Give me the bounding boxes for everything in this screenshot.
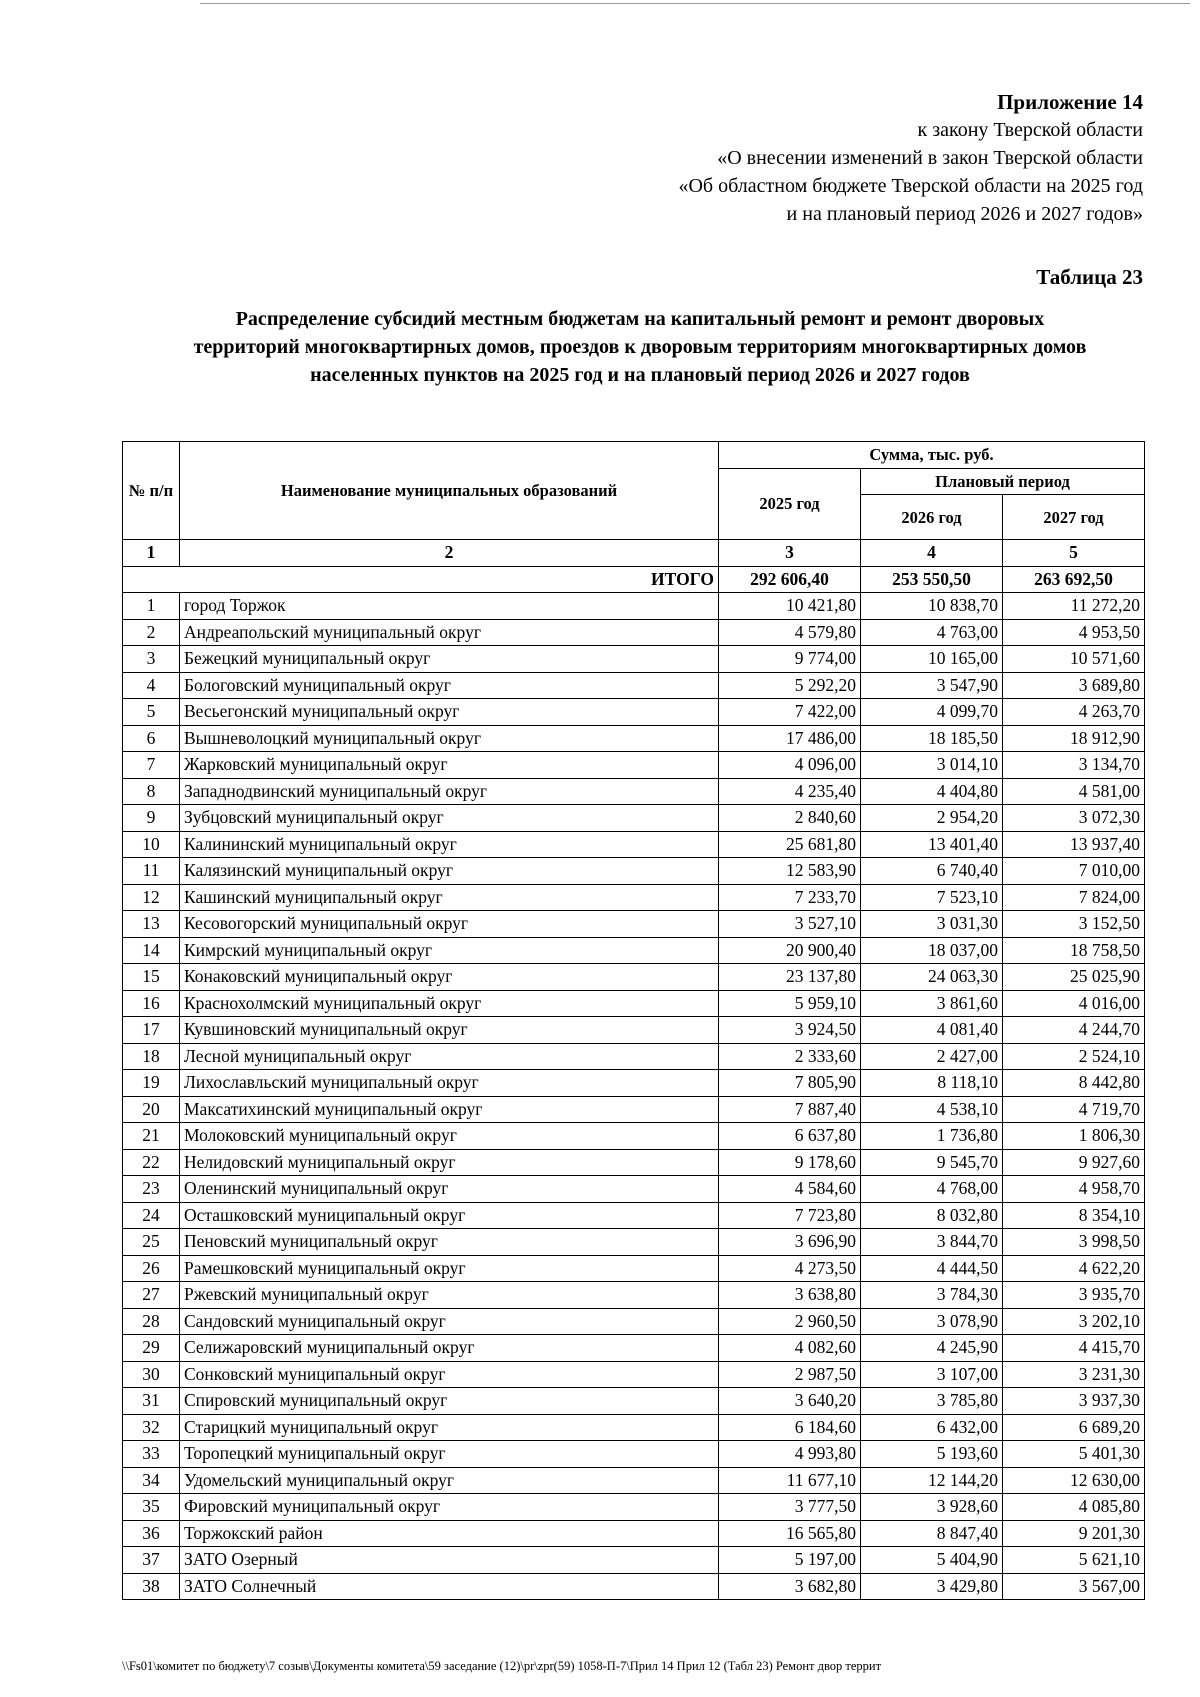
municipality-name: Старицкий муниципальный округ [180, 1414, 719, 1441]
amount-2026: 2 427,00 [861, 1043, 1003, 1070]
row-number: 25 [123, 1229, 180, 1256]
row-number: 3 [123, 646, 180, 673]
amount-2025: 10 421,80 [719, 593, 861, 620]
row-number: 30 [123, 1361, 180, 1388]
amount-2026: 4 099,70 [861, 699, 1003, 726]
amount-2026: 3 785,80 [861, 1388, 1003, 1415]
col-header-2025: 2025 год [719, 468, 861, 540]
row-number: 37 [123, 1547, 180, 1574]
municipality-name: Зубцовский муниципальный округ [180, 805, 719, 832]
amount-2026: 3 429,80 [861, 1573, 1003, 1600]
amount-2027: 3 072,30 [1003, 805, 1145, 832]
municipality-name: Рамешковский муниципальный округ [180, 1255, 719, 1282]
amount-2025: 9 774,00 [719, 646, 861, 673]
amount-2026: 3 784,30 [861, 1282, 1003, 1309]
amount-2025: 5 197,00 [719, 1547, 861, 1574]
amount-2026: 4 081,40 [861, 1017, 1003, 1044]
amount-2027: 4 622,20 [1003, 1255, 1145, 1282]
table-row [123, 593, 1145, 620]
municipality-name: Максатихинский муниципальный округ [180, 1096, 719, 1123]
table-row [123, 1520, 1145, 1547]
amount-2027: 3 689,80 [1003, 672, 1145, 699]
amount-2027: 3 567,00 [1003, 1573, 1145, 1600]
amount-2026: 10 838,70 [861, 593, 1003, 620]
amount-2026: 3 844,70 [861, 1229, 1003, 1256]
row-number: 1 [123, 593, 180, 620]
municipality-name: Фировский муниципальный округ [180, 1494, 719, 1521]
row-number: 33 [123, 1441, 180, 1468]
table-row [123, 858, 1145, 885]
table-row [123, 699, 1145, 726]
col-number: 5 [1003, 540, 1145, 567]
municipality-name: Вышневолоцкий муниципальный округ [180, 725, 719, 752]
amount-2027: 2 524,10 [1003, 1043, 1145, 1070]
municipality-name: Удомельский муниципальный округ [180, 1467, 719, 1494]
municipality-name: Оленинский муниципальный округ [180, 1176, 719, 1203]
col-header-name: Наименование муниципальных образований [180, 442, 719, 540]
amount-2027: 4 263,70 [1003, 699, 1145, 726]
municipality-name: Бежецкий муниципальный округ [180, 646, 719, 673]
amount-2025: 4 273,50 [719, 1255, 861, 1282]
row-number: 2 [123, 619, 180, 646]
subsidy-table [122, 441, 1145, 1600]
amount-2026: 5 404,90 [861, 1547, 1003, 1574]
amount-2027: 4 581,00 [1003, 778, 1145, 805]
column-number-row [123, 540, 1145, 567]
amount-2027: 4 244,70 [1003, 1017, 1145, 1044]
amount-2027: 4 958,70 [1003, 1176, 1145, 1203]
amount-2027: 5 621,10 [1003, 1547, 1145, 1574]
amount-2026: 7 523,10 [861, 884, 1003, 911]
document-title [110, 305, 1170, 389]
total-2025: 292 606,40 [719, 566, 861, 593]
municipality-name: Кесовогорский муниципальный округ [180, 911, 719, 938]
amount-2027: 7 824,00 [1003, 884, 1145, 911]
amount-2025: 11 677,10 [719, 1467, 861, 1494]
row-number: 23 [123, 1176, 180, 1203]
table-row [123, 805, 1145, 832]
amount-2025: 3 777,50 [719, 1494, 861, 1521]
annex-header [678, 88, 1143, 228]
amount-2026: 13 401,40 [861, 831, 1003, 858]
amount-2025: 7 723,80 [719, 1202, 861, 1229]
table-row [123, 646, 1145, 673]
amount-2025: 4 993,80 [719, 1441, 861, 1468]
table-row [123, 1149, 1145, 1176]
amount-2026: 4 763,00 [861, 619, 1003, 646]
municipality-name: Кимрский муниципальный округ [180, 937, 719, 964]
amount-2027: 3 998,50 [1003, 1229, 1145, 1256]
amount-2027: 4 085,80 [1003, 1494, 1145, 1521]
col-header-sum: Сумма, тыс. руб. [719, 442, 1145, 469]
amount-2026: 4 245,90 [861, 1335, 1003, 1362]
municipality-name: Калининский муниципальный округ [180, 831, 719, 858]
amount-2026: 4 444,50 [861, 1255, 1003, 1282]
table-row [123, 1414, 1145, 1441]
row-number: 16 [123, 990, 180, 1017]
amount-2027: 18 758,50 [1003, 937, 1145, 964]
amount-2027: 10 571,60 [1003, 646, 1145, 673]
col-number: 2 [180, 540, 719, 567]
table-row [123, 1096, 1145, 1123]
row-number: 36 [123, 1520, 180, 1547]
amount-2027: 3 202,10 [1003, 1308, 1145, 1335]
row-number: 8 [123, 778, 180, 805]
title-line: территорий многоквартирных домов, проездов к дворовым территориям многоквартирных домов [193, 336, 1087, 358]
amount-2025: 2 840,60 [719, 805, 861, 832]
table-row [123, 1361, 1145, 1388]
municipality-name: Кашинский муниципальный округ [180, 884, 719, 911]
municipality-name: Селижаровский муниципальный округ [180, 1335, 719, 1362]
amount-2027: 11 272,20 [1003, 593, 1145, 620]
row-number: 38 [123, 1573, 180, 1600]
row-number: 12 [123, 884, 180, 911]
amount-2027: 13 937,40 [1003, 831, 1145, 858]
municipality-name: Бологовский муниципальный округ [180, 672, 719, 699]
amount-2025: 4 096,00 [719, 752, 861, 779]
amount-2026: 9 545,70 [861, 1149, 1003, 1176]
municipality-name: Андреапольский муниципальный округ [180, 619, 719, 646]
row-number: 14 [123, 937, 180, 964]
table-row [123, 619, 1145, 646]
municipality-name: Сонковский муниципальный округ [180, 1361, 719, 1388]
amount-2025: 3 696,90 [719, 1229, 861, 1256]
annex-line: и на плановый период 2026 и 2027 годов» [786, 203, 1143, 225]
row-number: 9 [123, 805, 180, 832]
amount-2027: 9 201,30 [1003, 1520, 1145, 1547]
table-row [123, 1282, 1145, 1309]
amount-2025: 12 583,90 [719, 858, 861, 885]
municipality-name: Пеновский муниципальный округ [180, 1229, 719, 1256]
col-header-2026: 2026 год [861, 495, 1003, 540]
scan-edge-line [200, 3, 1190, 4]
municipality-name: Конаковский муниципальный округ [180, 964, 719, 991]
table-row [123, 752, 1145, 779]
amount-2027: 7 010,00 [1003, 858, 1145, 885]
table-row [123, 1017, 1145, 1044]
amount-2025: 6 637,80 [719, 1123, 861, 1150]
amount-2026: 6 432,00 [861, 1414, 1003, 1441]
table-row [123, 1043, 1145, 1070]
amount-2026: 5 193,60 [861, 1441, 1003, 1468]
municipality-name: Жарковский муниципальный округ [180, 752, 719, 779]
table-row [123, 1494, 1145, 1521]
amount-2026: 3 861,60 [861, 990, 1003, 1017]
row-number: 26 [123, 1255, 180, 1282]
amount-2027: 9 927,60 [1003, 1149, 1145, 1176]
amount-2026: 3 014,10 [861, 752, 1003, 779]
row-number: 17 [123, 1017, 180, 1044]
amount-2027: 12 630,00 [1003, 1467, 1145, 1494]
amount-2025: 17 486,00 [719, 725, 861, 752]
municipality-name: Западнодвинский муниципальный округ [180, 778, 719, 805]
amount-2026: 8 118,10 [861, 1070, 1003, 1097]
amount-2027: 1 806,30 [1003, 1123, 1145, 1150]
row-number: 35 [123, 1494, 180, 1521]
annex-title: Приложение 14 [997, 90, 1143, 114]
table-row [123, 1229, 1145, 1256]
amount-2025: 3 682,80 [719, 1573, 861, 1600]
amount-2025: 9 178,60 [719, 1149, 861, 1176]
amount-2025: 2 960,50 [719, 1308, 861, 1335]
total-row [123, 566, 1145, 593]
amount-2027: 25 025,90 [1003, 964, 1145, 991]
annex-line: «Об областном бюджете Тверской области на 2025 год [678, 175, 1143, 197]
table-row [123, 1308, 1145, 1335]
row-number: 7 [123, 752, 180, 779]
table-row [123, 1441, 1145, 1468]
amount-2027: 3 935,70 [1003, 1282, 1145, 1309]
amount-2025: 20 900,40 [719, 937, 861, 964]
amount-2026: 3 547,90 [861, 672, 1003, 699]
row-number: 10 [123, 831, 180, 858]
municipality-name: Весьегонский муниципальный округ [180, 699, 719, 726]
municipality-name: Торопецкий муниципальный округ [180, 1441, 719, 1468]
total-2027: 263 692,50 [1003, 566, 1145, 593]
total-label: ИТОГО [123, 566, 719, 593]
amount-2026: 1 736,80 [861, 1123, 1003, 1150]
amount-2026: 3 078,90 [861, 1308, 1003, 1335]
table-number: Таблица 23 [1036, 265, 1143, 289]
municipality-name: Краснохолмский муниципальный округ [180, 990, 719, 1017]
row-number: 15 [123, 964, 180, 991]
municipality-name: Молоковский муниципальный округ [180, 1123, 719, 1150]
municipality-name: Калязинский муниципальный округ [180, 858, 719, 885]
municipality-name: Спировский муниципальный округ [180, 1388, 719, 1415]
table-row [123, 1467, 1145, 1494]
file-path-footer: \\Fs01\комитет по бюджету\7 созыв\Документы комитета\59 заседание (12)\pr\zpr(59) 1058-П-7\Прил 14 Прил 12 (Табл 23) Ремонт двор террит [122, 1659, 882, 1673]
amount-2027: 3 937,30 [1003, 1388, 1145, 1415]
table-row [123, 1547, 1145, 1574]
municipality-name: Ржевский муниципальный округ [180, 1282, 719, 1309]
amount-2026: 6 740,40 [861, 858, 1003, 885]
amount-2025: 3 638,80 [719, 1282, 861, 1309]
table-row [123, 725, 1145, 752]
amount-2025: 25 681,80 [719, 831, 861, 858]
table-row [123, 884, 1145, 911]
amount-2027: 8 442,80 [1003, 1070, 1145, 1097]
row-number: 6 [123, 725, 180, 752]
col-number: 4 [861, 540, 1003, 567]
amount-2026: 18 037,00 [861, 937, 1003, 964]
amount-2026: 8 032,80 [861, 1202, 1003, 1229]
col-header-2027: 2027 год [1003, 495, 1145, 540]
table-row [123, 1176, 1145, 1203]
amount-2025: 5 292,20 [719, 672, 861, 699]
amount-2025: 4 584,60 [719, 1176, 861, 1203]
title-line: населенных пунктов на 2025 год и на плановый период 2026 и 2027 годов [310, 364, 970, 386]
amount-2025: 3 924,50 [719, 1017, 861, 1044]
municipality-name: Кувшиновский муниципальный округ [180, 1017, 719, 1044]
amount-2026: 24 063,30 [861, 964, 1003, 991]
amount-2025: 4 235,40 [719, 778, 861, 805]
amount-2027: 4 953,50 [1003, 619, 1145, 646]
amount-2026: 8 847,40 [861, 1520, 1003, 1547]
amount-2027: 5 401,30 [1003, 1441, 1145, 1468]
row-number: 11 [123, 858, 180, 885]
row-number: 21 [123, 1123, 180, 1150]
amount-2026: 3 928,60 [861, 1494, 1003, 1521]
municipality-name: город Торжок [180, 593, 719, 620]
amount-2025: 6 184,60 [719, 1414, 861, 1441]
amount-2025: 7 233,70 [719, 884, 861, 911]
municipality-name: Торжокский район [180, 1520, 719, 1547]
row-number: 4 [123, 672, 180, 699]
table-row [123, 964, 1145, 991]
amount-2025: 7 422,00 [719, 699, 861, 726]
col-number: 3 [719, 540, 861, 567]
row-number: 18 [123, 1043, 180, 1070]
table-row [123, 1388, 1145, 1415]
amount-2026: 4 768,00 [861, 1176, 1003, 1203]
col-header-planned: Плановый период [861, 468, 1145, 495]
row-number: 31 [123, 1388, 180, 1415]
amount-2027: 3 152,50 [1003, 911, 1145, 938]
amount-2025: 23 137,80 [719, 964, 861, 991]
row-number: 20 [123, 1096, 180, 1123]
row-number: 28 [123, 1308, 180, 1335]
amount-2025: 2 333,60 [719, 1043, 861, 1070]
amount-2027: 4 719,70 [1003, 1096, 1145, 1123]
table-row [123, 672, 1145, 699]
annex-line: «О внесении изменений в закон Тверской области [717, 147, 1143, 169]
table-row [123, 831, 1145, 858]
amount-2027: 6 689,20 [1003, 1414, 1145, 1441]
row-number: 19 [123, 1070, 180, 1097]
amount-2025: 3 640,20 [719, 1388, 861, 1415]
municipality-name: Лесной муниципальный округ [180, 1043, 719, 1070]
table-row [123, 1255, 1145, 1282]
amount-2026: 12 144,20 [861, 1467, 1003, 1494]
amount-2027: 4 016,00 [1003, 990, 1145, 1017]
table-row [123, 1123, 1145, 1150]
amount-2027: 3 134,70 [1003, 752, 1145, 779]
row-number: 27 [123, 1282, 180, 1309]
amount-2027: 4 415,70 [1003, 1335, 1145, 1362]
amount-2026: 4 404,80 [861, 778, 1003, 805]
table-row [123, 778, 1145, 805]
amount-2026: 4 538,10 [861, 1096, 1003, 1123]
amount-2025: 5 959,10 [719, 990, 861, 1017]
table-row [123, 911, 1145, 938]
annex-line: к закону Тверской области [917, 119, 1143, 141]
table-row [123, 937, 1145, 964]
amount-2025: 4 579,80 [719, 619, 861, 646]
amount-2026: 3 031,30 [861, 911, 1003, 938]
municipality-name: Сандовский муниципальный округ [180, 1308, 719, 1335]
row-number: 5 [123, 699, 180, 726]
row-number: 13 [123, 911, 180, 938]
amount-2026: 18 185,50 [861, 725, 1003, 752]
amount-2027: 18 912,90 [1003, 725, 1145, 752]
municipality-name: ЗАТО Солнечный [180, 1573, 719, 1600]
amount-2027: 3 231,30 [1003, 1361, 1145, 1388]
col-number: 1 [123, 540, 180, 567]
row-number: 24 [123, 1202, 180, 1229]
municipality-name: Лихославльский муниципальный округ [180, 1070, 719, 1097]
amount-2025: 7 805,90 [719, 1070, 861, 1097]
table-row [123, 990, 1145, 1017]
amount-2026: 10 165,00 [861, 646, 1003, 673]
amount-2026: 3 107,00 [861, 1361, 1003, 1388]
table-row [123, 1573, 1145, 1600]
row-number: 22 [123, 1149, 180, 1176]
amount-2025: 2 987,50 [719, 1361, 861, 1388]
municipality-name: Осташковский муниципальный округ [180, 1202, 719, 1229]
municipality-name: Нелидовский муниципальный округ [180, 1149, 719, 1176]
municipality-name: ЗАТО Озерный [180, 1547, 719, 1574]
amount-2025: 4 082,60 [719, 1335, 861, 1362]
total-2026: 253 550,50 [861, 566, 1003, 593]
row-number: 32 [123, 1414, 180, 1441]
table-row [123, 1335, 1145, 1362]
row-number: 34 [123, 1467, 180, 1494]
col-header-no: № п/п [123, 442, 180, 540]
amount-2025: 16 565,80 [719, 1520, 861, 1547]
title-line: Распределение субсидий местным бюджетам на капитальный ремонт и ремонт дворовых [235, 308, 1045, 330]
amount-2027: 8 354,10 [1003, 1202, 1145, 1229]
amount-2026: 2 954,20 [861, 805, 1003, 832]
amount-2025: 7 887,40 [719, 1096, 861, 1123]
table-row [123, 1070, 1145, 1097]
amount-2025: 3 527,10 [719, 911, 861, 938]
table-row [123, 1202, 1145, 1229]
row-number: 29 [123, 1335, 180, 1362]
